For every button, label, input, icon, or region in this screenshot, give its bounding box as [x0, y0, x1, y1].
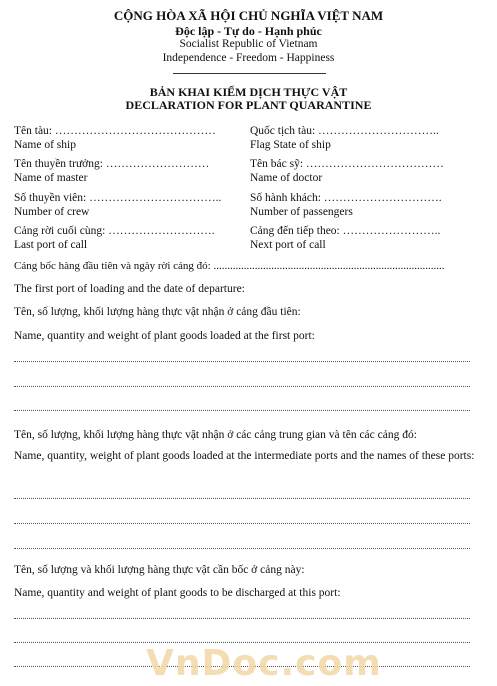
- country-name-vn: CỘNG HÒA XÃ HỘI CHỦ NGHĨA VIỆT NAM: [113, 8, 384, 23]
- answer-line: [14, 386, 470, 387]
- title-en: DECLARATION FOR PLANT QUARANTINE: [125, 98, 372, 112]
- field-crew-en: Number of crew: [14, 206, 90, 218]
- country-name-en: Socialist Republic of Vietnam: [179, 38, 318, 50]
- field-flag-vn: Quốc tịch tàu: …………………………..: [250, 125, 439, 137]
- field-doctor-en: Name of doctor: [250, 172, 323, 184]
- answer-line: [14, 361, 470, 362]
- goods-intermediate-en: Name, quantity, weight of plant goods loaded at the intermediate ports and the names of these ports:: [14, 450, 475, 462]
- field-master-en: Name of master: [14, 172, 88, 184]
- field-passengers-en: Number of passengers: [250, 206, 353, 218]
- first-port-vn: Cảng bốc hàng đầu tiên và ngày rời cảng đó: ....................................................................................: [14, 260, 445, 272]
- goods-discharge-vn: Tên, số lượng và khối lượng hàng thực vật cần bốc ở cảng này:: [14, 564, 305, 576]
- header-divider: [173, 73, 326, 74]
- field-nextport-vn: Cảng đến tiếp theo: ……………………..: [250, 225, 441, 237]
- field-lastport-en: Last port of call: [14, 239, 88, 251]
- answer-line: [14, 548, 470, 549]
- field-crew-vn: Số thuyền viên: ……………………………..: [14, 192, 222, 204]
- motto-en: Independence - Freedom - Happiness: [162, 52, 335, 64]
- field-master-vn: Tên thuyền trưởng: ………………………: [14, 158, 210, 170]
- field-ship-en: Name of ship: [14, 139, 76, 151]
- watermark-logo: VnDoc.com: [146, 643, 382, 684]
- answer-line: [14, 523, 470, 524]
- answer-line: [14, 498, 470, 499]
- field-ship-vn: Tên tàu: ……………………………………: [14, 125, 216, 137]
- answer-line: [14, 618, 470, 619]
- goods-discharge-en: Name, quantity and weight of plant goods to be discharged at this port:: [14, 587, 341, 599]
- field-flag-en: Flag State of ship: [250, 139, 331, 151]
- goods-first-port-en: Name, quantity and weight of plant goods loaded at the first port:: [14, 330, 315, 342]
- goods-first-port-vn: Tên, số lượng, khối lượng hàng thực vật nhận ở cảng đầu tiên:: [14, 306, 301, 318]
- field-doctor-vn: Tên bác sỹ: ………………………………: [250, 158, 444, 170]
- field-passengers-vn: Số hành khách: ………………………….: [250, 192, 442, 204]
- first-port-en: The first port of loading and the date of departure:: [14, 283, 245, 295]
- title-vn: BẢN KHAI KIỂM DỊCH THỰC VẬT: [149, 85, 348, 99]
- motto-vn: Độc lập - Tự do - Hạnh phúc: [175, 24, 322, 38]
- field-lastport-vn: Cảng rời cuối cùng: ……………………….: [14, 225, 215, 237]
- field-nextport-en: Next port of call: [250, 239, 326, 251]
- answer-line: [14, 410, 470, 411]
- goods-intermediate-vn: Tên, số lượng, khối lượng hàng thực vật nhận ở các cảng trung gian và tên các cảng đó:: [14, 429, 417, 441]
